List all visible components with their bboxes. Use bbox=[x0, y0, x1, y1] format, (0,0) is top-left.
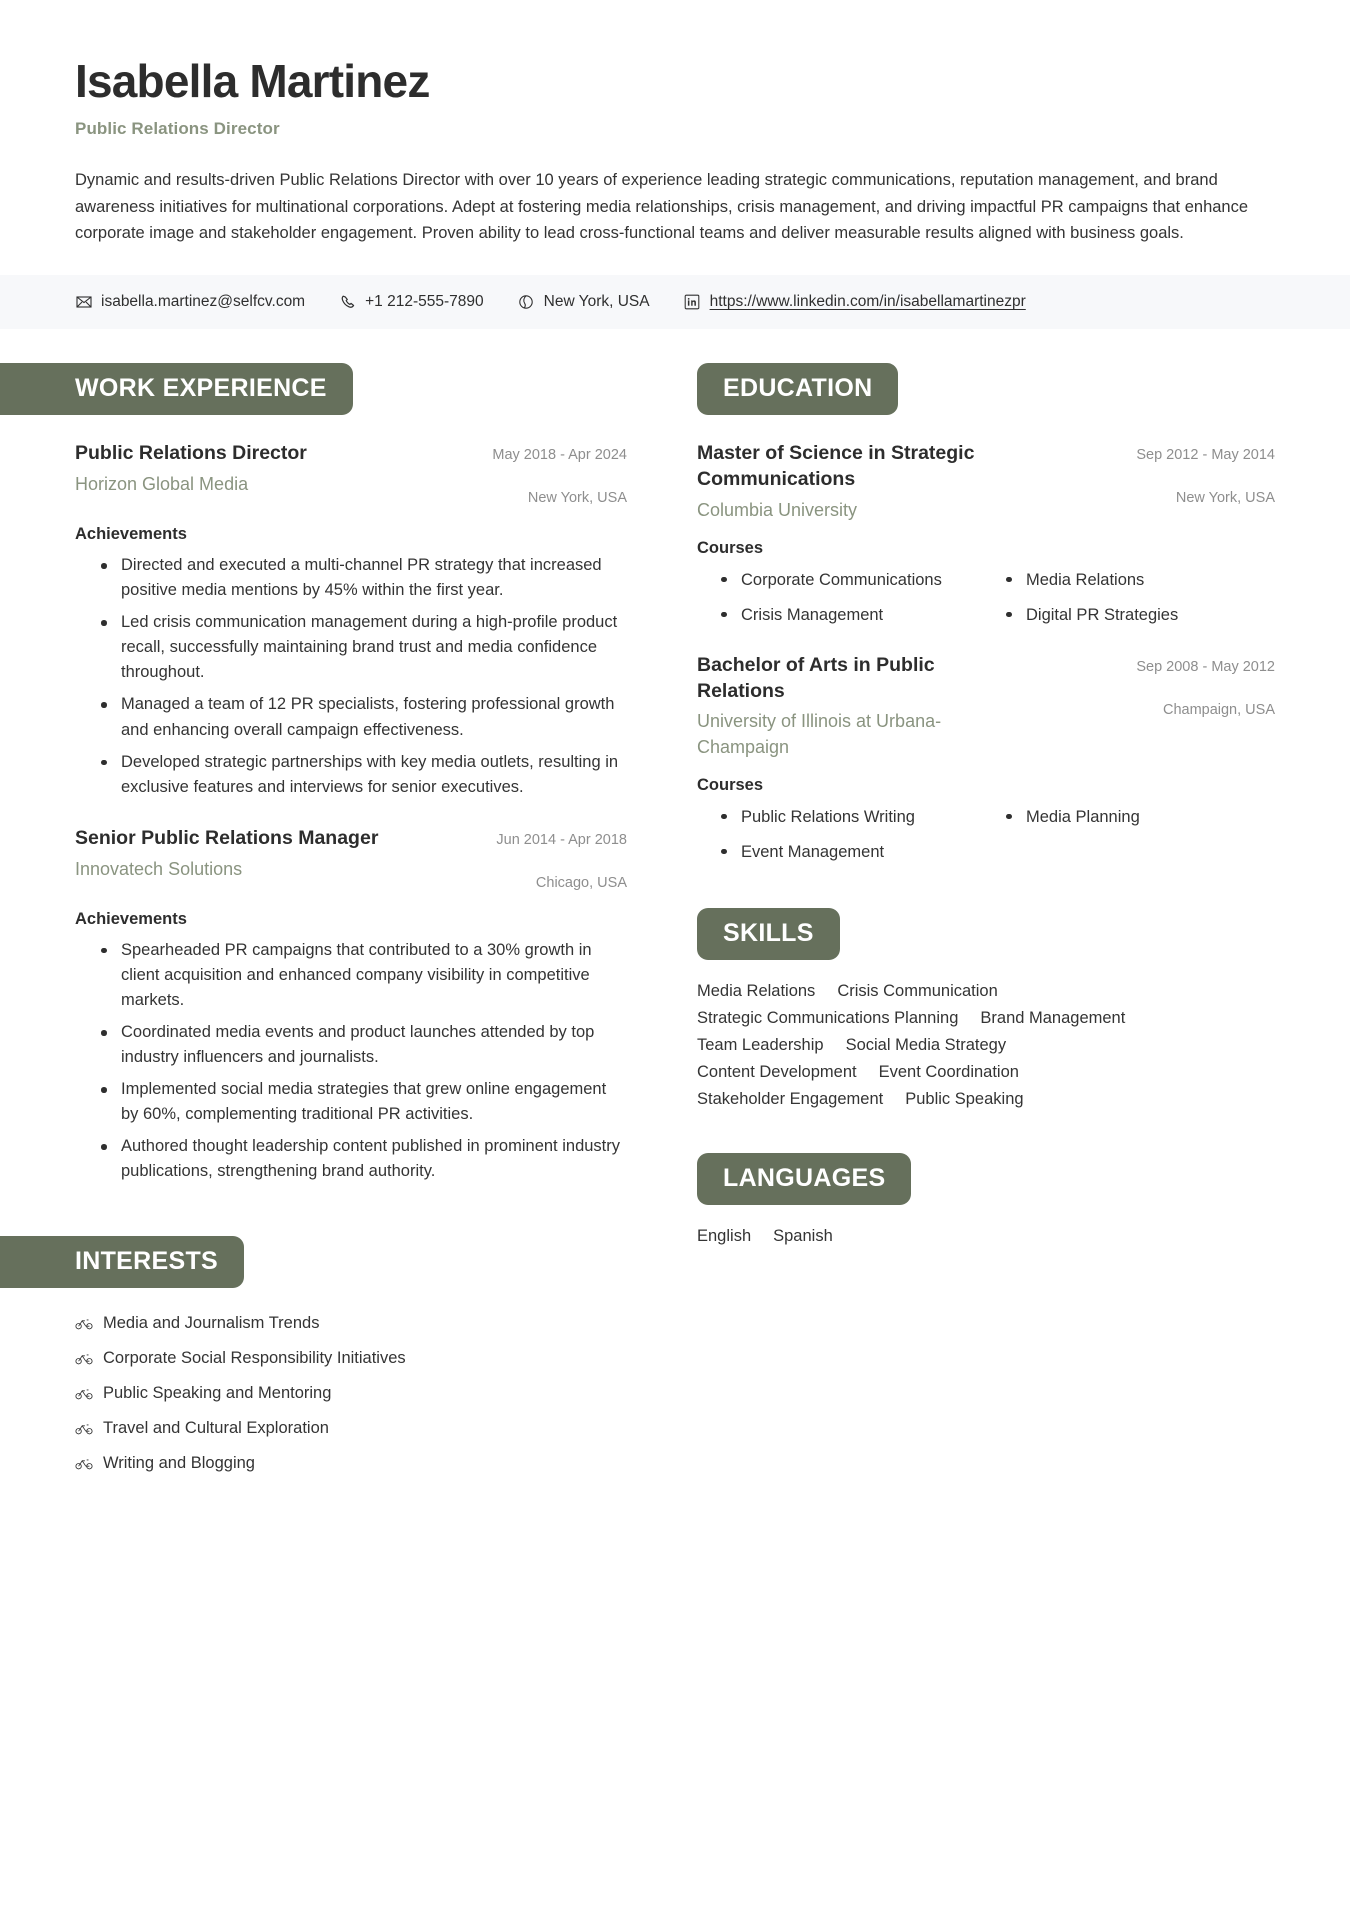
education-entry bbox=[697, 653, 1275, 864]
skill-item: Strategic Communications Planning bbox=[697, 1008, 959, 1027]
achievement-item: Implemented social media strategies that grew online engagement by 60%, complementing traditional PR activities. bbox=[101, 1077, 627, 1127]
work-location: Chicago, USA bbox=[535, 874, 627, 891]
language-item: English bbox=[697, 1226, 752, 1245]
education-school: Columbia University bbox=[697, 499, 858, 520]
skill-item: Team Leadership bbox=[697, 1035, 824, 1054]
achievement-item: Managed a team of 12 PR specialists, fostering professional growth and enhancing overall campaign effectiveness. bbox=[101, 692, 627, 742]
languages-list bbox=[697, 1227, 1127, 1246]
skill-item: Event Coordination bbox=[878, 1062, 1019, 1081]
work-achievements bbox=[75, 938, 627, 1185]
language-item: Spanish bbox=[773, 1226, 833, 1245]
education-degree: Bachelor of Arts in Public Relations bbox=[697, 653, 935, 702]
bicycle-icon bbox=[75, 1316, 93, 1330]
course-item: Corporate Communications bbox=[719, 568, 990, 592]
bicycle-icon bbox=[75, 1456, 93, 1470]
interest-item bbox=[75, 1382, 627, 1405]
resume-body bbox=[0, 329, 1350, 1537]
achievement-item: Developed strategic partnerships with key media outlets, resulting in exclusive features and interviews for senior executives. bbox=[101, 750, 627, 800]
education-school: University of Illinois at Urbana-Champaign bbox=[697, 711, 942, 757]
education-entry bbox=[697, 441, 1275, 627]
course-item: Media Planning bbox=[1004, 805, 1275, 829]
interest-label: Media and Journalism Trends bbox=[103, 1313, 320, 1332]
contact-location bbox=[518, 293, 650, 311]
contact-email[interactable] bbox=[75, 293, 305, 311]
skill-item: Social Media Strategy bbox=[845, 1035, 1007, 1054]
contact-linkedin[interactable] bbox=[684, 293, 1026, 311]
work-date: May 2018 - Apr 2024 bbox=[492, 447, 627, 464]
interest-item bbox=[75, 1312, 627, 1335]
candidate-name: Isabella Martinez bbox=[75, 55, 430, 107]
work-location: New York, USA bbox=[527, 490, 627, 507]
work-entry bbox=[75, 826, 627, 1185]
interest-item bbox=[75, 1417, 627, 1440]
skill-item: Media Relations bbox=[697, 981, 816, 1000]
interest-item bbox=[75, 1452, 627, 1475]
phone-icon bbox=[339, 294, 356, 311]
skill-item: Crisis Communication bbox=[837, 981, 998, 1000]
achievement-item: Coordinated media events and product launches attended by top industry influencers and journalists. bbox=[101, 1020, 627, 1070]
education-date: Sep 2008 - May 2012 bbox=[1136, 658, 1275, 675]
work-entry bbox=[75, 441, 627, 800]
envelope-icon bbox=[75, 294, 92, 311]
contact-bar bbox=[0, 275, 1350, 329]
course-item: Public Relations Writing bbox=[719, 805, 990, 829]
education-degree: Master of Science in Strategic Communications bbox=[697, 442, 975, 490]
interest-item bbox=[75, 1347, 627, 1370]
education-location: Champaign, USA bbox=[1162, 701, 1275, 718]
education-location: New York, USA bbox=[1175, 490, 1275, 507]
work-company: Innovatech Solutions bbox=[75, 858, 243, 879]
education-date: Sep 2012 - May 2014 bbox=[1136, 447, 1275, 464]
contact-location-text: New York, USA bbox=[543, 293, 650, 311]
contact-email-text: isabella.martinez@selfcv.com bbox=[101, 293, 306, 311]
achievement-item: Directed and executed a multi-channel PR strategy that increased positive media mentions by 45% within the first year. bbox=[101, 553, 627, 603]
work-company: Horizon Global Media bbox=[75, 473, 249, 494]
left-column bbox=[0, 329, 645, 1487]
bicycle-icon bbox=[75, 1351, 93, 1365]
skills-list bbox=[697, 982, 1127, 1109]
interest-label: Public Speaking and Mentoring bbox=[103, 1383, 332, 1402]
achievements-label: Achievements bbox=[75, 909, 187, 928]
course-item: Crisis Management bbox=[719, 603, 990, 627]
bicycle-icon bbox=[75, 1386, 93, 1400]
courses-label: Courses bbox=[697, 775, 764, 794]
work-achievements bbox=[75, 553, 627, 800]
skill-item: Stakeholder Engagement bbox=[697, 1089, 884, 1108]
courses-label: Courses bbox=[697, 538, 764, 557]
course-item: Digital PR Strategies bbox=[1004, 603, 1275, 627]
course-item: Event Management bbox=[719, 840, 990, 864]
skill-item: Content Development bbox=[697, 1062, 857, 1081]
section-header-interests: INTERESTS bbox=[0, 1236, 244, 1288]
interest-label: Writing and Blogging bbox=[103, 1453, 255, 1472]
interest-label: Corporate Social Responsibility Initiatives bbox=[103, 1348, 406, 1367]
linkedin-icon bbox=[684, 294, 701, 311]
courses-list bbox=[697, 568, 1275, 627]
work-experience-list bbox=[0, 441, 627, 1184]
resume-header bbox=[0, 0, 1350, 275]
contact-phone-text: +1 212-555-7890 bbox=[365, 293, 484, 311]
achievements-label: Achievements bbox=[75, 525, 187, 544]
right-column bbox=[645, 329, 1275, 1246]
professional-summary: Dynamic and results-driven Public Relations Director with over 10 years of experience leading strategic communications, reputation management, and brand awareness initiatives for multinational corporations. Adept at fostering media relationships, crisis management, and driving impactful PR campaigns that enhance corporate image and stakeholder engagement. Proven ability to lead cross-functional teams and deliver measurable results aligned with business goals. bbox=[75, 170, 1249, 243]
interest-label: Travel and Cultural Exploration bbox=[103, 1418, 329, 1437]
section-header-work-experience: WORK EXPERIENCE bbox=[0, 363, 353, 415]
section-header-skills: SKILLS bbox=[697, 908, 840, 960]
achievement-item: Spearheaded PR campaigns that contributed to a 30% growth in client acquisition and enhanced company visibility in competitive markets. bbox=[101, 938, 627, 1013]
skill-item: Public Speaking bbox=[905, 1089, 1024, 1108]
work-title: Public Relations Director bbox=[75, 442, 307, 465]
contact-phone[interactable] bbox=[339, 293, 484, 311]
section-header-education: EDUCATION bbox=[697, 363, 898, 415]
work-date: Jun 2014 - Apr 2018 bbox=[496, 831, 627, 848]
skill-item: Brand Management bbox=[980, 1008, 1126, 1027]
achievement-item: Authored thought leadership content published in prominent industry publications, strengthening brand authority. bbox=[101, 1134, 627, 1184]
interests-list bbox=[0, 1312, 627, 1475]
course-item: Media Relations bbox=[1004, 568, 1275, 592]
section-header-languages: LANGUAGES bbox=[697, 1153, 911, 1205]
candidate-job-title: Public Relations Director bbox=[75, 118, 280, 138]
globe-icon bbox=[518, 294, 535, 311]
contact-linkedin-link[interactable]: https://www.linkedin.com/in/isabellamartinezpr bbox=[709, 293, 1026, 311]
bicycle-icon bbox=[75, 1421, 93, 1435]
work-title: Senior Public Relations Manager bbox=[75, 826, 379, 849]
courses-list bbox=[697, 805, 1275, 864]
achievement-item: Led crisis communication management during a high-profile product recall, successfully maintaining brand trust and media confidence throughout. bbox=[101, 610, 627, 685]
